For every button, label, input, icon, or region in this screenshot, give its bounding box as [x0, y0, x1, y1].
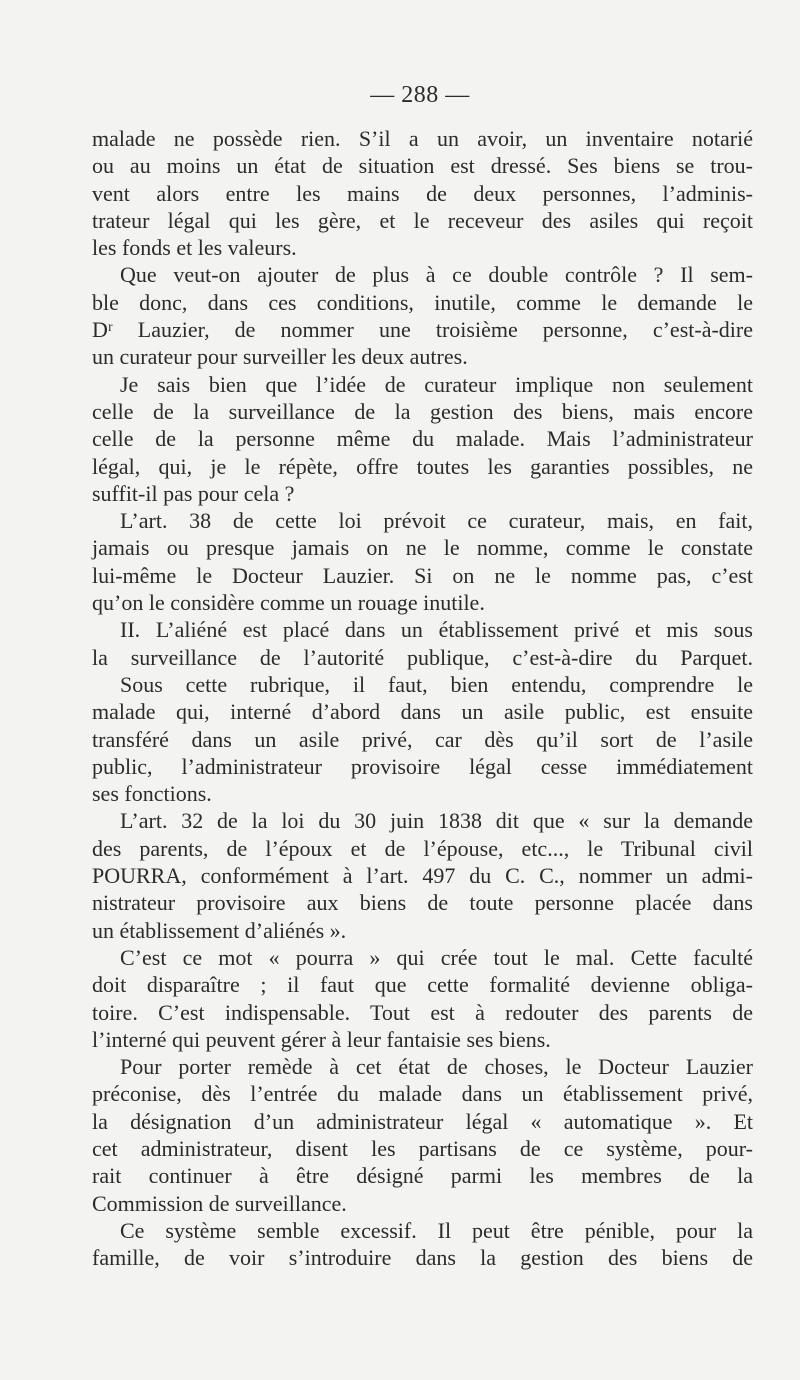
- text-line: cet administrateur, disent les partisans de ce système, pour-: [92, 1135, 753, 1161]
- text-line: II. L’aliéné est placé dans un établissement privé et mis sous: [120, 617, 753, 643]
- text-line: un établissement d’aliénés ».: [92, 917, 347, 943]
- text-line: des parents, de l’époux et de l’épouse, etc..., le Tribunal civil: [92, 835, 753, 861]
- text-line: ble donc, dans ces conditions, inutile, comme le demande le: [92, 289, 753, 315]
- text-line: la surveillance de l’autorité publique, c’est-à-dire du Parquet.: [92, 644, 753, 670]
- text-line: doit disparaître ; il faut que cette formalité devienne obliga-: [92, 972, 753, 998]
- text-line: toire. C’est indispensable. Tout est à redouter des parents de: [92, 999, 753, 1025]
- text-line: préconise, dès l’entrée du malade dans un établissement privé,: [92, 1081, 753, 1107]
- text-line: Commission de surveillance.: [92, 1190, 347, 1216]
- text-line: lui-même le Docteur Lauzier. Si on ne le nomme pas, c’est: [92, 562, 753, 588]
- text-line: ou au moins un état de situation est dressé. Ses biens se trou-: [92, 153, 753, 179]
- text-line: celle de la surveillance de la gestion des biens, mais encore: [92, 398, 753, 424]
- body-text: [92, 125, 753, 1271]
- text-line: public, l’administrateur provisoire légal cesse immédiatement: [92, 753, 753, 779]
- text-line: l’interné qui peuvent gérer à leur fantaisie ses biens.: [92, 1026, 551, 1052]
- text-line: Je sais bien que l’idée de curateur implique non seulement: [120, 371, 753, 397]
- text-line: Dʳ Lauzier, de nommer une troisième personne, c’est-à-dire: [92, 317, 753, 343]
- text-line: rait continuer à être désigné parmi les membres de la: [92, 1163, 753, 1189]
- text-line: malade ne possède rien. S’il a un avoir, un inventaire notarié: [92, 126, 753, 151]
- text-line: malade qui, interné d’abord dans un asile public, est ensuite: [92, 699, 753, 725]
- text-line: les fonds et les valeurs.: [92, 235, 297, 261]
- text-line: famille, de voir s’introduire dans la gestion des biens de: [92, 1245, 753, 1271]
- text-line: un curateur pour surveiller les deux autres.: [92, 344, 468, 370]
- text-line: ses fonctions.: [92, 781, 212, 807]
- text-line: la désignation d’un administrateur légal « automatique ». Et: [92, 1108, 753, 1134]
- text-line: transféré dans un asile privé, car dès qu’il sort de l’asile: [92, 726, 753, 752]
- text-line: vent alors entre les mains de deux personnes, l’adminis-: [92, 180, 753, 206]
- text-line: Sous cette rubrique, il faut, bien entendu, comprendre le: [120, 671, 753, 697]
- text-line: celle de la personne même du malade. Mais l’administrateur: [92, 426, 753, 452]
- text-line: L’art. 32 de la loi du 30 juin 1838 dit que « sur la demande: [120, 808, 753, 834]
- text-line: trateur légal qui les gère, et le receveur des asiles qui reçoit: [92, 207, 753, 233]
- text-line: qu’on le considère comme un rouage inutile.: [92, 590, 485, 616]
- text-line: C’est ce mot « pourra » qui crée tout le mal. Cette faculté: [120, 944, 753, 970]
- page-number: — 288 —: [370, 82, 470, 108]
- text-line: suffit-il pas pour cela ?: [92, 480, 295, 506]
- text-line: Que veut-on ajouter de plus à ce double contrôle ? Il sem-: [120, 262, 753, 288]
- text-line: Pour porter remède à cet état de choses, le Docteur Lauzier: [120, 1054, 753, 1080]
- text-line: Ce système semble excessif. Il peut être pénible, pour la: [120, 1217, 753, 1243]
- text-line: légal, qui, je le répète, offre toutes les garanties possibles, ne: [92, 453, 753, 479]
- text-line: L’art. 38 de cette loi prévoit ce curateur, mais, en fait,: [120, 508, 753, 534]
- text-line: jamais ou presque jamais on ne le nomme, comme le constate: [92, 535, 753, 561]
- text-line: POURRA, conformément à l’art. 497 du C. C., nommer un admi-: [92, 863, 753, 889]
- text-line: nistrateur provisoire aux biens de toute personne placée dans: [92, 890, 753, 916]
